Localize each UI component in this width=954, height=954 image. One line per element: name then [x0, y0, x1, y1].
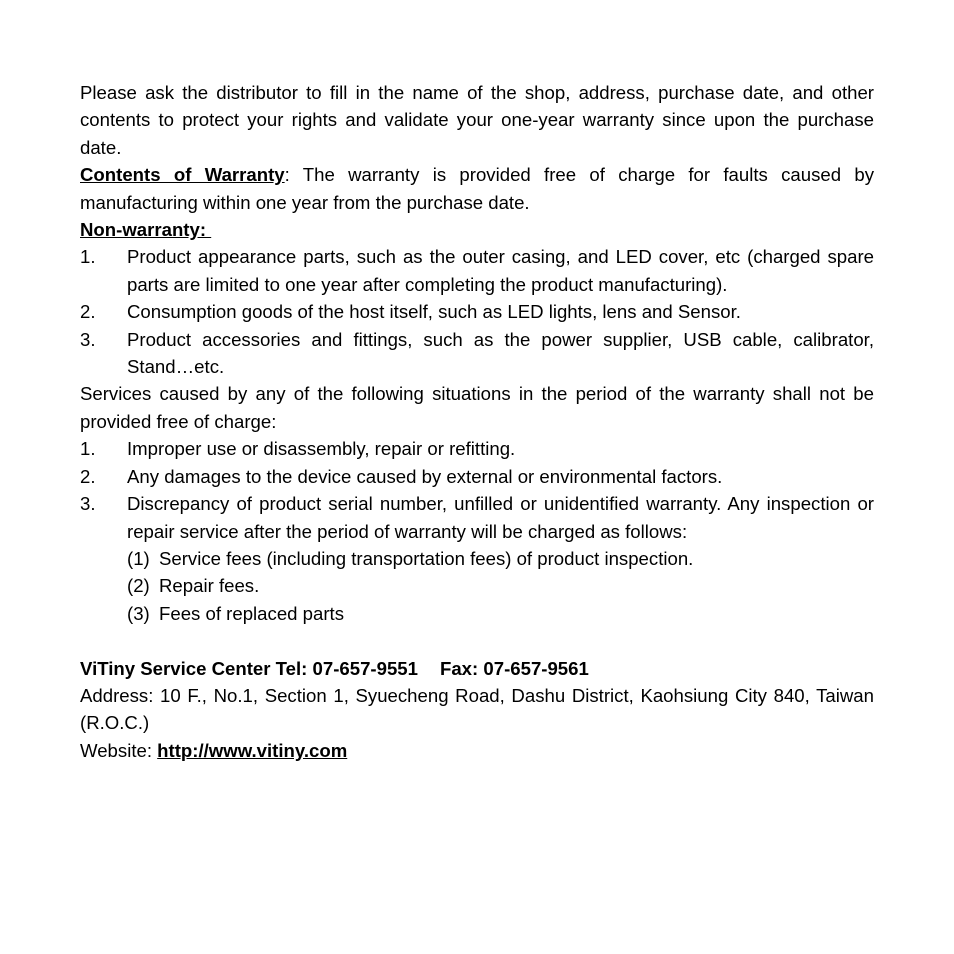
services-intro-paragraph: Services caused by any of the following situations in the period of the warranty shall not be provided free of charge: — [80, 383, 874, 432]
list-item-number: 3. — [80, 493, 96, 515]
fee-item — [127, 600, 874, 627]
non-warranty-heading-line — [80, 216, 874, 243]
fee-item — [127, 545, 874, 572]
services-list — [80, 435, 874, 627]
service-center-address: Address: 10 F., No.1, Section 1, Syuecheng Road, Dashu District, Kaohsiung City 840, Taiwan (R.O.C.) — [80, 684, 874, 734]
service-center-fax: Fax: 07-657-9561 — [439, 657, 589, 679]
non-warranty-list — [80, 243, 874, 380]
website-link[interactable]: http://www.vitiny.com — [157, 739, 348, 761]
section-spacer — [80, 627, 874, 654]
list-item-number: 1. — [80, 438, 96, 460]
fee-item-text: Fees of replaced parts — [159, 602, 345, 624]
service-center-tel: ViTiny Service Center Tel: 07-657-9551 — [80, 657, 418, 679]
fee-item-number: (2) — [127, 575, 150, 597]
list-item-number: 1. — [80, 246, 96, 268]
list-item-text: Product appearance parts, such as the outer casing, and LED cover, etc (charged spare parts are limited to one year after completing the product manufacturing). — [127, 246, 874, 295]
list-item-text: Improper use or disassembly, repair or refitting. — [127, 438, 516, 460]
list-item-number: 3. — [80, 328, 96, 350]
fees-list — [127, 545, 874, 627]
list-item — [80, 326, 874, 381]
list-item — [80, 463, 874, 490]
list-item-number: 2. — [80, 301, 96, 323]
list-item-number: 2. — [80, 465, 96, 487]
list-item-text: Product accessories and fittings, such as the power supplier, USB cable, calibrator, Stand…etc. — [127, 328, 874, 378]
fee-item-number: (1) — [127, 547, 150, 569]
website-line — [80, 737, 874, 764]
list-item-text: Any damages to the device caused by external or environmental factors. — [127, 465, 723, 487]
warranty-document — [80, 79, 874, 764]
contents-of-warranty-paragraph — [80, 161, 874, 216]
fee-item-number: (3) — [127, 602, 150, 624]
list-item — [80, 435, 874, 462]
list-item-text: Discrepancy of product serial number, unfilled or unidentified warranty. Any inspection or repair service after the period of warranty will be charged as follows: — [127, 493, 874, 542]
intro-paragraph: Please ask the distributor to fill in the name of the shop, address, purchase date, and other contents to protect your rights and validate your one-year warranty since upon the purchase date. — [80, 82, 874, 158]
fee-item — [127, 572, 874, 599]
contents-of-warranty-text: : The warranty is provided free of charge for faults caused by manufacturing within one year from the purchase date. — [80, 164, 874, 213]
website-label: Website: — [80, 739, 158, 761]
service-center-contact — [80, 655, 874, 682]
non-warranty-heading: Non-warranty: — [80, 219, 212, 241]
list-item — [80, 298, 874, 325]
list-item-text: Consumption goods of the host itself, such as LED lights, lens and Sensor. — [127, 301, 741, 323]
fee-item-text: Service fees (including transportation fees) of product inspection. — [159, 547, 694, 569]
contents-of-warranty-heading: Contents of Warranty — [80, 164, 285, 186]
list-item — [80, 243, 874, 298]
list-item — [80, 490, 874, 627]
fee-item-text: Repair fees. — [159, 575, 260, 597]
